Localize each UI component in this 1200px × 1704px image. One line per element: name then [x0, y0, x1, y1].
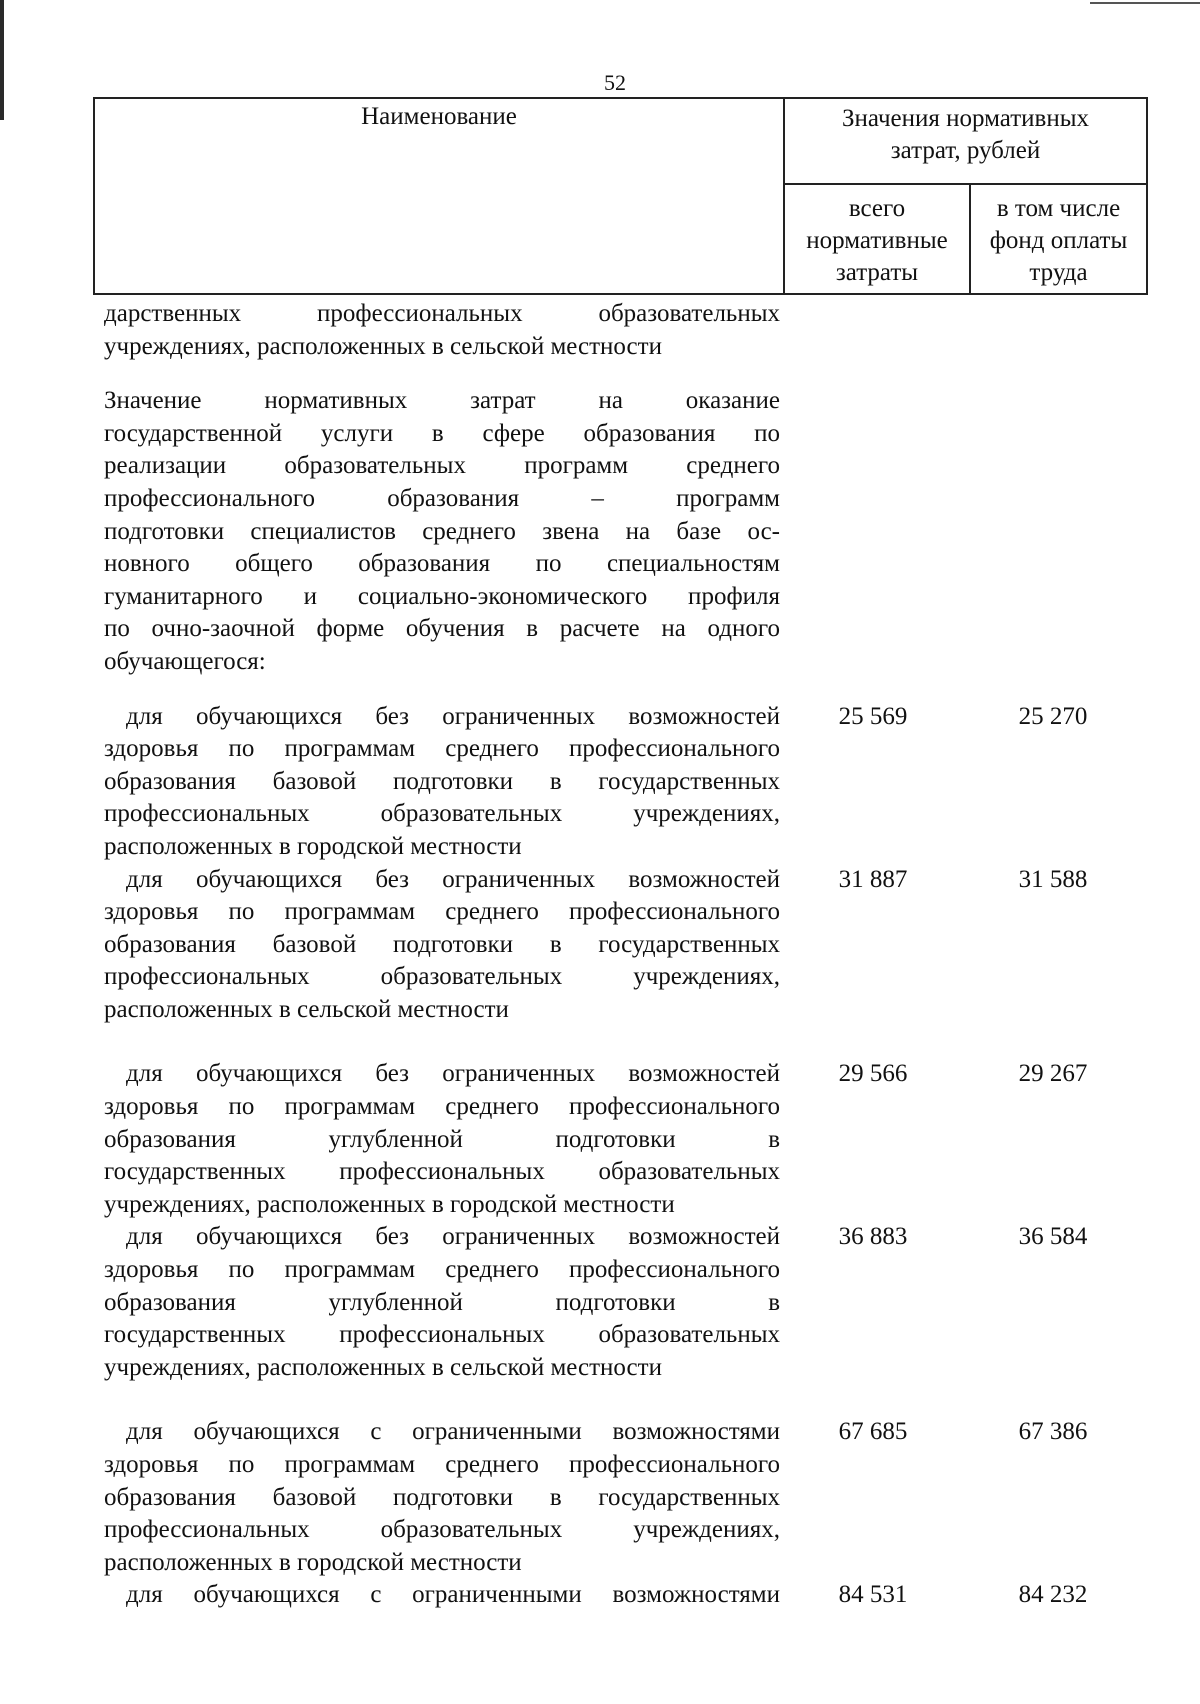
row-name — [104, 1221, 780, 1384]
text-line: образования базовой подготовки в государственных — [104, 767, 780, 795]
header-wage-label: в том числе фонд оплаты труда — [989, 195, 1128, 286]
text-line: государственных профессиональных образовательных — [104, 1321, 780, 1349]
table-row — [104, 701, 1200, 864]
row-name — [104, 1579, 780, 1612]
row-total-value: 36 883 — [838, 1223, 908, 1251]
table-row — [104, 1058, 1200, 1221]
text-line: расположенных в сельской местности — [104, 995, 509, 1023]
table-row — [104, 1579, 1200, 1612]
table-row — [104, 864, 1200, 1027]
text-line: новного общего образования по специальностям — [104, 550, 780, 578]
text-line: для обучающихся без ограниченных возможностей — [126, 1223, 780, 1251]
text-line: государственной услуги в сфере образования по — [104, 419, 780, 447]
text-line: для обучающихся без ограниченных возможностей — [126, 702, 780, 730]
page-number: 52 — [604, 70, 626, 95]
row-wage-value: 29 267 — [1018, 1060, 1088, 1088]
text-line: здоровья по программам среднего профессионального — [104, 898, 780, 926]
scan-top-rule — [1090, 2, 1200, 4]
row-wage-value: 84 232 — [1018, 1581, 1088, 1609]
scan-edge — [0, 0, 4, 120]
row-wage-value: 36 584 — [1018, 1223, 1088, 1251]
text-line: реализации образовательных программ среднего — [104, 452, 780, 480]
header-total-label: всего нормативные затраты — [806, 195, 948, 286]
text-line: подготовки специалистов среднего звена на базе ос- — [104, 517, 780, 545]
text-line: государственных профессиональных образовательных — [104, 1158, 780, 1186]
header-values-cell — [784, 98, 1147, 184]
header-name-cell: Наименование — [94, 98, 784, 294]
row-total-value: 25 569 — [838, 702, 908, 730]
text-line: для обучающихся с ограниченными возможностями — [126, 1418, 780, 1446]
text-line: гуманитарного и социально-экономического профиля — [104, 582, 780, 610]
table-row — [104, 1221, 1200, 1384]
text-line: дарственных профессиональных образовательных — [104, 300, 780, 327]
row-total-value: 29 566 — [838, 1060, 908, 1088]
text-line: для обучающихся с ограниченными возможностями — [126, 1581, 780, 1609]
text-line: образования базовой подготовки в государственных — [104, 1483, 780, 1511]
text-line: для обучающихся без ограниченных возможностей — [126, 865, 780, 893]
text-line: здоровья по программам среднего профессионального — [104, 1451, 780, 1478]
section-title-row — [104, 385, 1200, 678]
text-line: образования базовой подготовки в государственных — [104, 930, 780, 958]
table-header — [93, 97, 1148, 295]
header-total-cell — [784, 184, 970, 294]
text-line: для обучающихся без ограниченных возможностей — [126, 1060, 780, 1088]
text-line: здоровья по программам среднего профессионального — [104, 1256, 780, 1284]
text-line: по очно-заочной форме обучения в расчете на одного — [104, 615, 780, 643]
text-line: учреждениях, расположенных в сельской местности — [104, 332, 662, 360]
row-wage-value: 25 270 — [1018, 702, 1088, 730]
text-line: расположенных в городской местности — [104, 832, 522, 860]
text-line: Значение нормативных затрат на оказание — [104, 387, 780, 415]
text-line: обучающегося: — [104, 647, 266, 675]
text-line: образования углубленной подготовки в — [104, 1125, 780, 1153]
header-wage-cell — [970, 184, 1147, 294]
row-total-value: 31 887 — [838, 865, 908, 893]
text-line: расположенных в городской местности — [104, 1548, 522, 1576]
text-line: здоровья по программам среднего профессионального — [104, 1093, 780, 1121]
row-name — [104, 1058, 780, 1221]
section-title — [104, 385, 780, 678]
text-line: здоровья по программам среднего профессионального — [104, 735, 780, 763]
text-line: профессиональных образовательных учреждениях, — [104, 1516, 780, 1544]
text-line: профессионального образования – программ — [104, 484, 780, 512]
text-line: профессиональных образовательных учреждениях, — [104, 963, 780, 991]
row-total-value: 84 531 — [838, 1581, 908, 1609]
row-name — [104, 1416, 780, 1579]
row-wage-value: 67 386 — [1018, 1418, 1088, 1446]
continuation-text — [104, 298, 780, 363]
text-line: учреждениях, расположенных в сельской местности — [104, 1353, 662, 1381]
text-line: образования углубленной подготовки в — [104, 1288, 780, 1316]
document-body — [104, 298, 1200, 1612]
text-line: учреждениях, расположенных в городской местности — [104, 1190, 675, 1218]
row-total-value: 67 685 — [838, 1418, 908, 1446]
row-name — [104, 864, 780, 1027]
text-line: профессиональных образовательных учреждениях, — [104, 800, 780, 828]
header-values-label: Значения нормативных затрат, рублей — [841, 105, 1090, 164]
continuation-row — [104, 298, 1200, 363]
table-row — [104, 1416, 1200, 1579]
row-name — [104, 701, 780, 864]
row-wage-value: 31 588 — [1018, 865, 1088, 893]
